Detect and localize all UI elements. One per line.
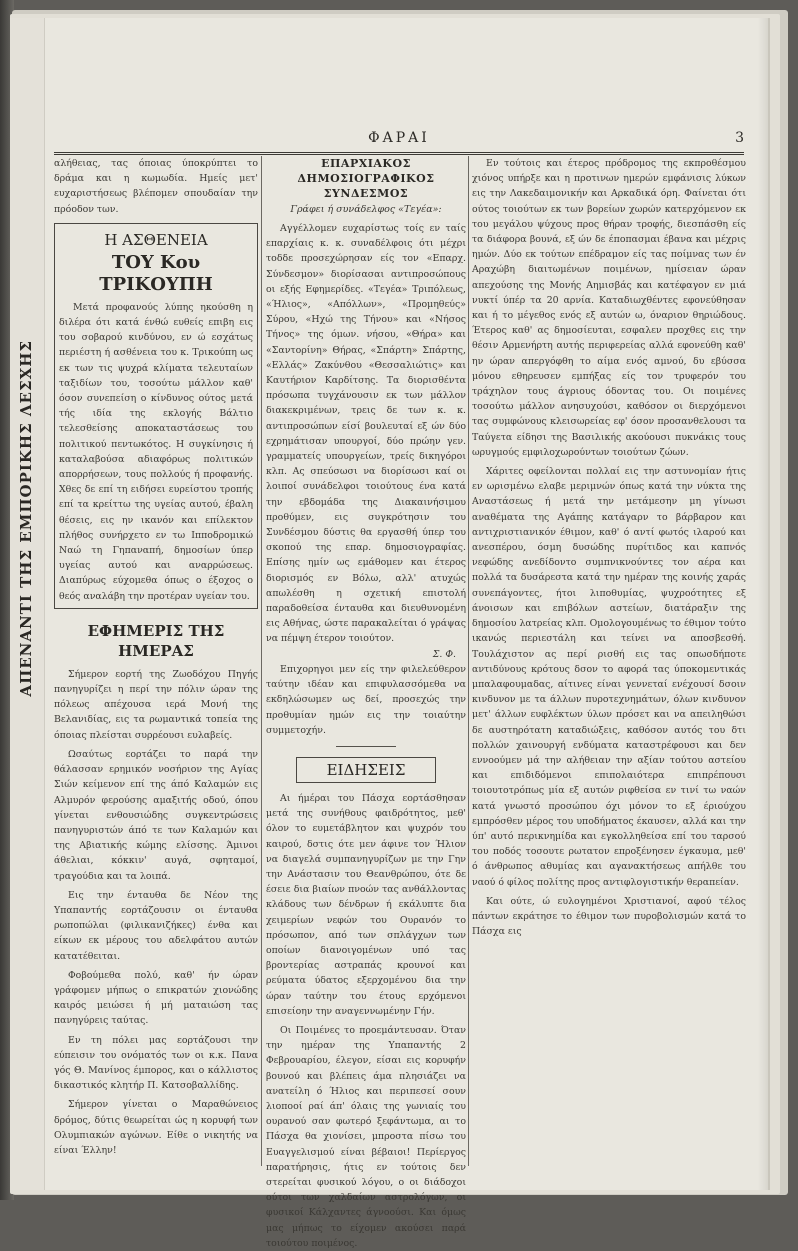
ephemeris-paragraph: Εις την ένταυθα δε Νέον της Υπαπαντής εορτάζουσιν οι ένταυθα ρωποπώλαι (φιλικανιζήκες) ένθα και είκων εκ μέρους του αδελφάτου αυτών κατατέθειται. <box>54 889 258 962</box>
section-divider <box>336 746 396 747</box>
article-paragraph: Χάριτες οφείλονται πολλαί εις την αστυνομίαν ήτις εν ωρισμένω ελαβε μεριμνών όπως κατά την νύκτα της Αναστάσεως ή μετά την μετάμεσην μη γίνωσι αναθέματα της Αγάπης κατάγαρν το βάρβαρον και αντιχριστιανικόν έθιμον, καθ' ό αντί φωτός ιλαρού και ανεσπέρου, όσμη δυσώδης πυρίτιδος και καπνός νεφώδης ανεδίδοντο συμπνικνούντες τον αέρα και πολλά τα δυσάρεστα κατά την ημέραν της κοινής χαράς συνεπάγοντες, ήτοι λιποθυμίας, ψυχροότητες εξ άνοισων και επιβόλων αστείων, διατάραξιν της δημοσίου λατρείας κλπ. Ομολογουμένως το έθιμον τούτο ικανώς περιεστάλη και τείνει να αποσβεσθή. Τουλάχιστον ας περί ρισθή εις τας οπωσδήποτε αντιδύνους κρότους δσον το αφορά τας ύποκομεντικάς μπαλαφουμαδας, αίτινες είναι γεννεταί ενέχουσί δσοιν κινδυνον με τα άλλων πυροτεχνημάτων, όλων κινδυνον μετ' άλλων ευφλέκτων ύλων πρόσετ και να απειληθώσι δε αυστηρότατη καταδιώξεις, καθόσον αυτός του δτι πολλών χαινουργή ενδύματα καταστρέφουσι και δεν εννοούμεν μά την αλήθειαν την αξίαν τούτου αστείου και επιδιδόμενοι επιπολαιότερα επιπρέπουσι τοιουτοτρόπως μία εξ αυτών ριφθείσα εν τινί τω ναών κατά γνωστό προσώπου όχι μόνον το εξ έριούχου εμπρόσθεν μέρος του υποδήματος έκαυσεν, αλλά και την ύπ' αυτό περικνημίδα και εγκολληθείσα επί του ταρσού του ποδός τοσουτε ρωτατον επροξένησεν έγκαυμα, μεθ' ό άνθρωπος αθυμίας και αγανακτήσεως απήλθε του ναού ό φίλος πολίτης προς αντιφλογιστικήν θεραπείαν. <box>472 466 746 888</box>
column-2 <box>266 156 466 1249</box>
newspaper-page <box>10 18 770 1249</box>
ephemeris-heading: ΕΦΗΜΕΡΙΣ ΤΗΣ ΗΜΕΡΑΣ <box>87 621 225 660</box>
ephemeris-paragraph: Εν τη πόλει μας εορτάζουσι την εύπεισιν του ονόματός των οι κ.κ. Πανα γός Θ. Μανίνος έμπορος, και ο κάλλιστος δικαστικός κλητήρ Π. Κατσοβαλλίδης. <box>54 1034 258 1092</box>
ephemeris-paragraph: Φοβούμεθα πολύ, καθ' ήν ώραν γράφομεν μήπως ο επικρατών χιονώδης καιρός μειώσει ή μή ματαιώση τας πανηγύρεις ταύτας. <box>54 969 258 1027</box>
ephemeris-paragraph: Σήμερον γίνεται ο Μαραθώνειος δρόμος, δύτις θεωρείται ώς η κορυφή των Ολυμπιακών αγώνων. Είθε ο νικητής να είναι Έλλην! <box>54 1099 258 1156</box>
union-after: Επιχορηγοι μεν είς την φιλελεύθερον ταύτην ιδέαν και επιφυλασσόμεθα να εκδηλώσωμεν ως δεί, προσεχώς την προθυμίαν ημών εις την τοιαύτην συμμετοχήν. <box>266 663 466 736</box>
page-number: 3 <box>735 130 744 146</box>
union-heading: ΕΠΑΡΧΙΑΚΟΣ ΔΗΜΟΣΙΟΓΡΑΦΙΚΟΣ <box>297 157 435 185</box>
article-paragraph: Εν τούτοις και έτερος πρόδρομος της εκπροθέσμου χιόνος υπήρξε και η προτινων ημερών εμφάνισις λύκων εις την Λακεδαιμονικήν και Αρκαδικά όρη. Φαίνεται ότι ούτος τοιούτων εκ των βορείων χωρών κατερχόμενον εκ του μεγάλου ψύχους προς θήραν τροφής, διεσπάσθη είς τα διάφορα βουνά, εξ ών δε έποπασμαι έβανα και μέχρις ημών. Δύο εκ τούτων επέδραμον είς τας ποίμνας των έν Αραχώβη διαιτωμένων ποιμένων, ημίσειαν ώραν απεχούσης της Μονής Αημισβάς και κατέφαγον εν μιά νυκτί ύπέρ τα 20 αρνία. Καταδιωχθέντες εφονεύθησαν και ή το μέγεθος ενός εξ αυτών ω, όναριον θηριώδους. Έτερος καθ' ας δημοσίευται, εσφαλεν προχθες εις την θέσιν Αρμενήρτη αυτής περιφερείας αλλά εφονεύθη καθ' ην ώραν απεργόφθη το αίμα ενός αμνού, δυ εβύσσα μόνου εθηρευσεν εμπήξας είς τον τρυφερόν του τράχηλον τους άγριους όδοντας του. Οι ποιμένες τοσούτω μάλλον ανησυχούσι, καθόσον οι διερχόμενοι τας συμφώνους κλεισωρείας εφ' όσον προσανθελουσι τα Ταύγετα είδησι της Βασιλικής ακούουσι πυκνάκις τους ωρυγμούς εμφιλοχωρούντων τοιούτων ζώων. <box>472 158 746 458</box>
page-edge-shadow <box>758 18 768 1190</box>
illness-text: Μετά προφανούς λύπης ηκούσθη η διλέρα ότι κατά ένθώ ευθείς επιβη εις του σοβαρού κινδύνου, εν ώ εσχάτως περιέστη ή ασθένεια του κ. Τρικούπη ως εκ των τις ψυχρά κλίματα τελευταίων ταξιδίων του, τοσούτω μάλλον καθ' όσον συνεπείση ο κίνδυνος ούτος μετά τής ιδία της εκλογής Βάλτιο τελεσθείσης αποκαταστάσεως του πολιτικού πεντωκότος. Η συγκίνησις ή καταλαβούσα αδιαφόρως πολιτικών απορρήσεων, τους πολλούς ή προφανής. Χθες δε επί τη ειδήσει ευρείστου τροπής επί τα κρείττω της υγείας αυτού, έβαλη θέσεις, εις ην ικανόν και επίλεκτον πλήθος συνήρχετο εν τω Ιπποδρομικώ Ναώ τη Γηπαναπή, δημοσίων ύπερ υγείας αυτού και αναρρώσεως. Διαπύρως εύχομεθα όπως ο έξοχος ο θεός αναλάβη την προτέραν υγείαν του. <box>59 301 253 602</box>
article-paragraph: Και ούτε, ώ ευλογημένοι Χριστιανοί, αφού τέλος πάντων εκράτησε το έθιμον των πυροβολισμών κατά το Πάσχα εις <box>472 895 746 938</box>
union-text: Αγγέλλομεν ευχαρίστως τοίς εν ταίς επαρχίαις κ. κ. συναδέλφοις ότι μέχρι τοδδε προσεχώρησαν είς τον «Επαρχ. Σύνδεσμον» διορίσασαι αντιπροσώπους οι εξής Εφημερίδες. «Τεγέα» Τριπόλεως, «Ήλιος», «Απόλλων», «Προμηθεύς» Σύρου, «Ηχώ της Τήνου» και «Νήσος Τήνος» της όμων. νήσου, «Θήρα» και «Σαντορίνη» Θήρας, «Σπάρτη» Σπάρτης, «Ελλάς» Ζακύνθου «Θεσσαλιώτις» και Καυτήριον Καρδίτσης. Τα διορισθέντα πρόσωπα τυγχάνουσιν εκ των μάλλον διακεκριμένων, τρεις δε των κ. κ. αντιπροσώπων είσί βουλευταί εξ ών δύο εχρημάτισαν υπουργοί, δύο πρώην γεν. γραμματείς υπουργείων, τρείς δικηγόροι κλπ. Ας σπεύσωσι να διορίσωσι καί οι λοιποί συνάδελφοι τοιούτους ένα κατά την εβδομάδα της Διακαινήσιμου προθύμεν, εις συγκρότησιν του Συνδέσμου δύστις θα εργασθή ύπερ του σκοπού της επαρ. δημοσιογραφίας. Επίσης ημίν ως εμάθομεν και έτερος διορισμός εν Βόλω, αλλ' ατυχώς απωλέσθη η σχετική επιστολή παραδοθείσα ένταυθα και διευθυνομένη εις Αθήνας, ώστε παρακαλείται ό γράψας να πέμψη έτερον τοιούτον. <box>266 223 466 645</box>
header-rule-2 <box>54 154 744 155</box>
news-heading-box <box>296 757 436 783</box>
illness-heading: Η ΑΣΘΕΝΕΙΑ <box>104 230 208 249</box>
column-1 <box>54 156 258 1176</box>
union-heading-2: ΣΥΝΔΕΣΜΟΣ <box>323 187 409 200</box>
column-divider-1 <box>261 156 262 1166</box>
illness-article <box>54 223 258 609</box>
ephemeris-paragraph: Ωσαύτως εορτάζει το παρά την θάλασσαν ερημικόν νοσήριον της Αγίας Σιών κείμενον επί της άπό Καλαμών εις Αλμυρόν φερούσης αμαξιτής οδού, όπου γίνεται ενθουσιώδης συγκεντρώσεις πανηγυριστών άπό τε των Καλαμών και της Αβιατικής κώμης ελίσσης. Άμινοι άθελιαι, κόκκιν' αυγά, σφηταμοί, τραγούδια και τα λοιπά. <box>54 748 258 882</box>
news-heading: ΕΙΔΗΣΕΙΣ <box>326 760 406 779</box>
newspaper-title: ΦΑΡΑΙ <box>368 130 430 146</box>
union-subtitle: Γράφει ή συνάδελφος «Τεγέα»: <box>290 204 442 215</box>
union-signature: Σ. Φ. <box>432 648 456 660</box>
ephemeris-paragraph: Σήμερον εορτή της Ζωοδόχου Πηγής πανηγυρίζει η περί την πόλιν ώραν της πόλεως απέχουσα ιερά Μονή της Βελανιδίας, εις τα ρωμαντικά τοπεία της όποιας πλείσται συρρέουσι ευλαβείς. <box>54 668 258 741</box>
column-divider-2 <box>468 156 469 1166</box>
news-paragraph: Αι ήμέραι του Πάσχα εορτάσθησαν μετά της συνήθους φαιδρότητος, μεθ' όλον το ευμετάβλητον και ψυχρόν του καιρού, δστις ότε μεν άφινε τον Ήλιον να διαγελά συμπανηγυρίζων με την Γην την Ανάστασιν του Θεανθρώπου, ότε δε έσειε δια βιαίων πνοών τας ανθάλλοντας κλάδους των δένδρων ή εκάλυπτε δια χειμερίων νεφών του Ουρανόν το πρόσωπον, από των σπλάγχων των οποίων διανοιγομένων υπό τας βροντερίας αστραπάς κρουνοί και ρεύματα ύδατος εξερχομένου δια την ώραν ταύτην του έτους ερχόμενοι επισείοην την αναγεννωμένην Γήν. <box>266 792 466 1017</box>
column-3 <box>472 156 746 1176</box>
intro-paragraph: αλήθειας, τας όποιας ύποκρύπτει το δράμα και η κωμωδία. Ημείς μετ' ευχαριστήσεως βλέπομεν σπουδαίαν την πρόοδον των. <box>54 158 258 215</box>
news-paragraph: Οι Ποιμένες το προεμάντευσαν. Όταν την ημέραν της Υπαπαντής 2 Φεβρουαρίου, έλεγον, είσαι εις κορυφήν βουνού και βλέπεις άμα πλησιάζει να ανατείλη ό Ήλιος και περιπεσεί σουν λιοποοί ραί άπ' όλαις της γωνιαίς του ουρανού σαν φωτερό ξεφάντωμα, αι το Πάσχα θα χιονίσει, μπροστα πίσω του Ευαγγελισμού είναι βέβαιοι! Περίεργος παρατήρησις, ήτις εν τούτοις δεν στερείται φυσικού λόγου, ο οι διάδοχοι ούτοι των χαλδαίων αστρολόγων, οι φυσικοί Κάλχαντες άγνοούσι. Και όμως μας μήπως το είχομεν ακούσει παρά τοιούτου ποιμένος. <box>266 1024 466 1249</box>
illness-subject: ΤΟΥ Κου ΤΡΙΚΟΥΠΗ <box>99 251 213 295</box>
margin-vertical-text: ΑΠΕΝΑΝΤΙ ΤΗΣ ΕΜΠΟΡΙΚΗΣ ΛΕΣΧΗΣ <box>17 339 35 697</box>
header-rule <box>54 152 744 153</box>
running-header <box>54 130 744 152</box>
